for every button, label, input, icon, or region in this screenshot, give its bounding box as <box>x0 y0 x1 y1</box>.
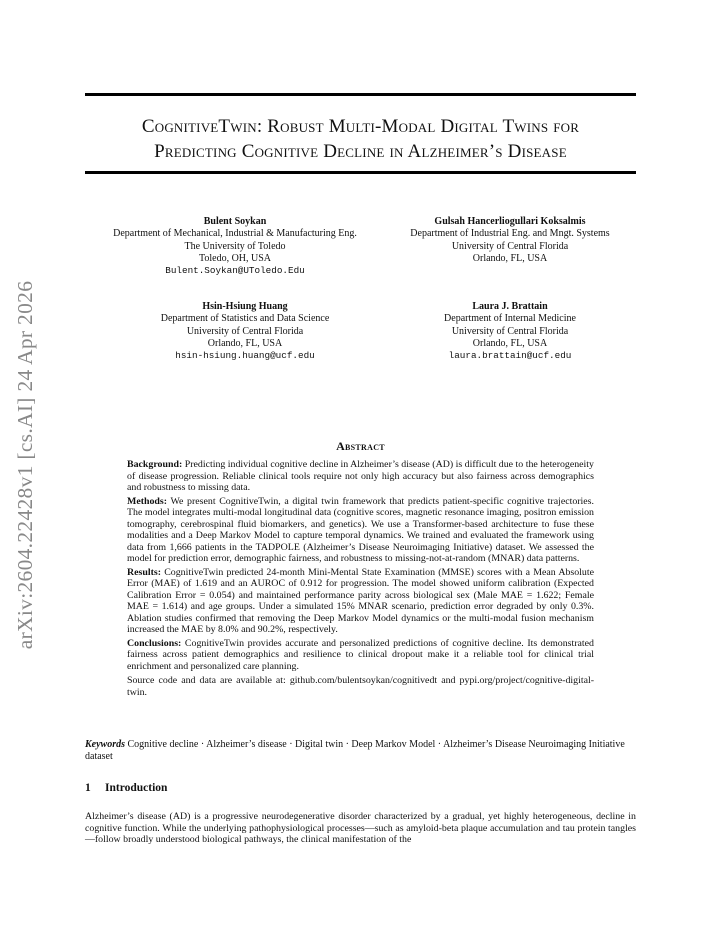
author-name: Laura J. Brattain <box>472 301 548 312</box>
author-location: Orlando, FL, USA <box>207 337 283 349</box>
title-line-2: Predicting Cognitive Decline in Alzheimer’s Disease <box>154 141 567 162</box>
author-institution: University of Central Florida <box>186 325 304 337</box>
author-location: Orlando, FL, USA <box>472 337 548 349</box>
author-email[interactable]: hsin-hsiung.huang@ucf.edu <box>175 350 315 362</box>
abstract-results <box>127 567 594 636</box>
author-institution: The University of Toledo <box>184 240 286 252</box>
author-name: Gulsah Hancerliogullari Koksalmis <box>434 216 586 227</box>
background-text: Predicting individual cognitive decline in Alzheimer’s disease (AD) is difficult due to the heterogeneity of disease progression. Reliable clinical tools require not only high accuracy but also fairness across demographics and robustness to missing data. <box>127 459 594 493</box>
author-affiliation: Department of Mechanical, Industrial & Manufacturing Eng. <box>113 228 357 240</box>
author-block-2 <box>385 216 635 265</box>
abstract-body <box>127 459 594 700</box>
conclusions-text: CognitiveTwin provides accurate and personalized predictions of cognitive decline. Its demonstrated fairness across patient demographics and resilience to clinical dropout make it a reliable tool for clinical trial enrichment and personalized care planning. <box>127 637 594 672</box>
title-rule-top <box>85 93 636 96</box>
author-block-4 <box>385 301 635 362</box>
arxiv-identifier: arXiv:2604.22428v1 [cs.AI] 24 Apr 2026 <box>13 280 37 650</box>
section-heading-introduction <box>85 782 167 794</box>
author-affiliation: Department of Industrial Eng. and Mngt. Systems <box>410 228 610 240</box>
abstract-heading: Abstract <box>336 439 385 453</box>
methods-text: We present CognitiveTwin, a digital twin framework that predicts patient-specific cognitive trajectories. The model integrates multi-modal longitudinal data (cognitive scores, magnetic resonance imaging, positron emission tomography, cerebrospinal fluid biomarkers, and genetics). We use a Transformer-based architecture to fuse these modalities and a Deep Markov Model to capture temporal dynamics. We trained and evaluated the framework using data from 1,666 patients in the TADPOLE (Alzheimer’s Disease Neuroimaging Initiative) dataset. We assessed the model for prediction error, demographic fairness, and robustness to missing-not-at-random (MNAR) data patterns. <box>127 495 594 564</box>
results-text: CognitiveTwin predicted 24-month Mini-Mental State Examination (MMSE) scores with a Mean Absolute Error (MAE) of 1.619 and an AUROC of 0.912 for progression. The model showed uniform calibration (Expected Calibration Error = 0.054) and maintained performance parity across biological sex (Male MAE = 1.622; Female MAE = 1.614) and age groups. Under a simulated 15% MNAR scenario, prediction error degraded by only 0.3%. Ablation studies confirmed that removing the Deep Markov Model dynamics or the multi-modal fusion mechanism increased the MAE by 8.0% and 90.2%, respectively. <box>127 566 594 635</box>
keywords-text: Cognitive decline · Alzheimer’s disease · Digital twin · Deep Markov Model · Alzheimer’s Disease Neuroimaging Initiative dataset <box>85 739 625 762</box>
author-name: Bulent Soykan <box>203 216 267 227</box>
author-affiliation: Department of Internal Medicine <box>444 313 576 325</box>
section-title: Introduction <box>105 782 168 794</box>
abstract-methods <box>127 496 594 565</box>
author-institution: University of Central Florida <box>451 240 569 252</box>
paper-title <box>85 114 636 164</box>
author-affiliation: Department of Statistics and Data Science <box>160 313 330 325</box>
author-name: Hsin-Hsiung Huang <box>202 301 288 312</box>
author-block-3 <box>95 301 395 362</box>
keywords <box>85 739 636 763</box>
title-line-1: CognitiveTwin: Robust Multi-Modal Digital Twins for <box>141 116 580 137</box>
methods-label: Methods: <box>127 495 168 507</box>
keywords-label: Keywords <box>85 739 125 750</box>
source-text: Source code and data are available at: github.com/bulentsoykan/cognitivedt and pypi.org/project/cognitive-digital-twin. <box>127 675 594 698</box>
author-email[interactable]: laura.brattain@ucf.edu <box>448 350 572 362</box>
introduction-paragraph: Alzheimer’s disease (AD) is a progressive neurodegenerative disorder characterized by a gradual, yet highly heterogeneous, decline in cognitive function. While the underlying pathophysiological processes—such as amyloid-beta plaque accumulation and tau protein tangles—follow broadly understood biological pathways, the clinical manifestation of the <box>85 811 636 846</box>
conclusions-label: Conclusions: <box>127 637 182 649</box>
title-rule-bottom <box>85 171 636 174</box>
background-label: Background: <box>127 459 183 470</box>
author-institution: University of Central Florida <box>451 325 569 337</box>
abstract-source <box>127 675 594 698</box>
author-location: Orlando, FL, USA <box>472 252 548 264</box>
author-location: Toledo, OH, USA <box>198 252 272 264</box>
author-email[interactable]: Bulent.Soykan@UToledo.Edu <box>165 265 305 277</box>
abstract-background <box>127 459 594 494</box>
section-number: 1 <box>85 782 91 794</box>
author-block-1 <box>85 216 385 277</box>
abstract-conclusions <box>127 638 594 673</box>
results-label: Results: <box>127 566 162 578</box>
